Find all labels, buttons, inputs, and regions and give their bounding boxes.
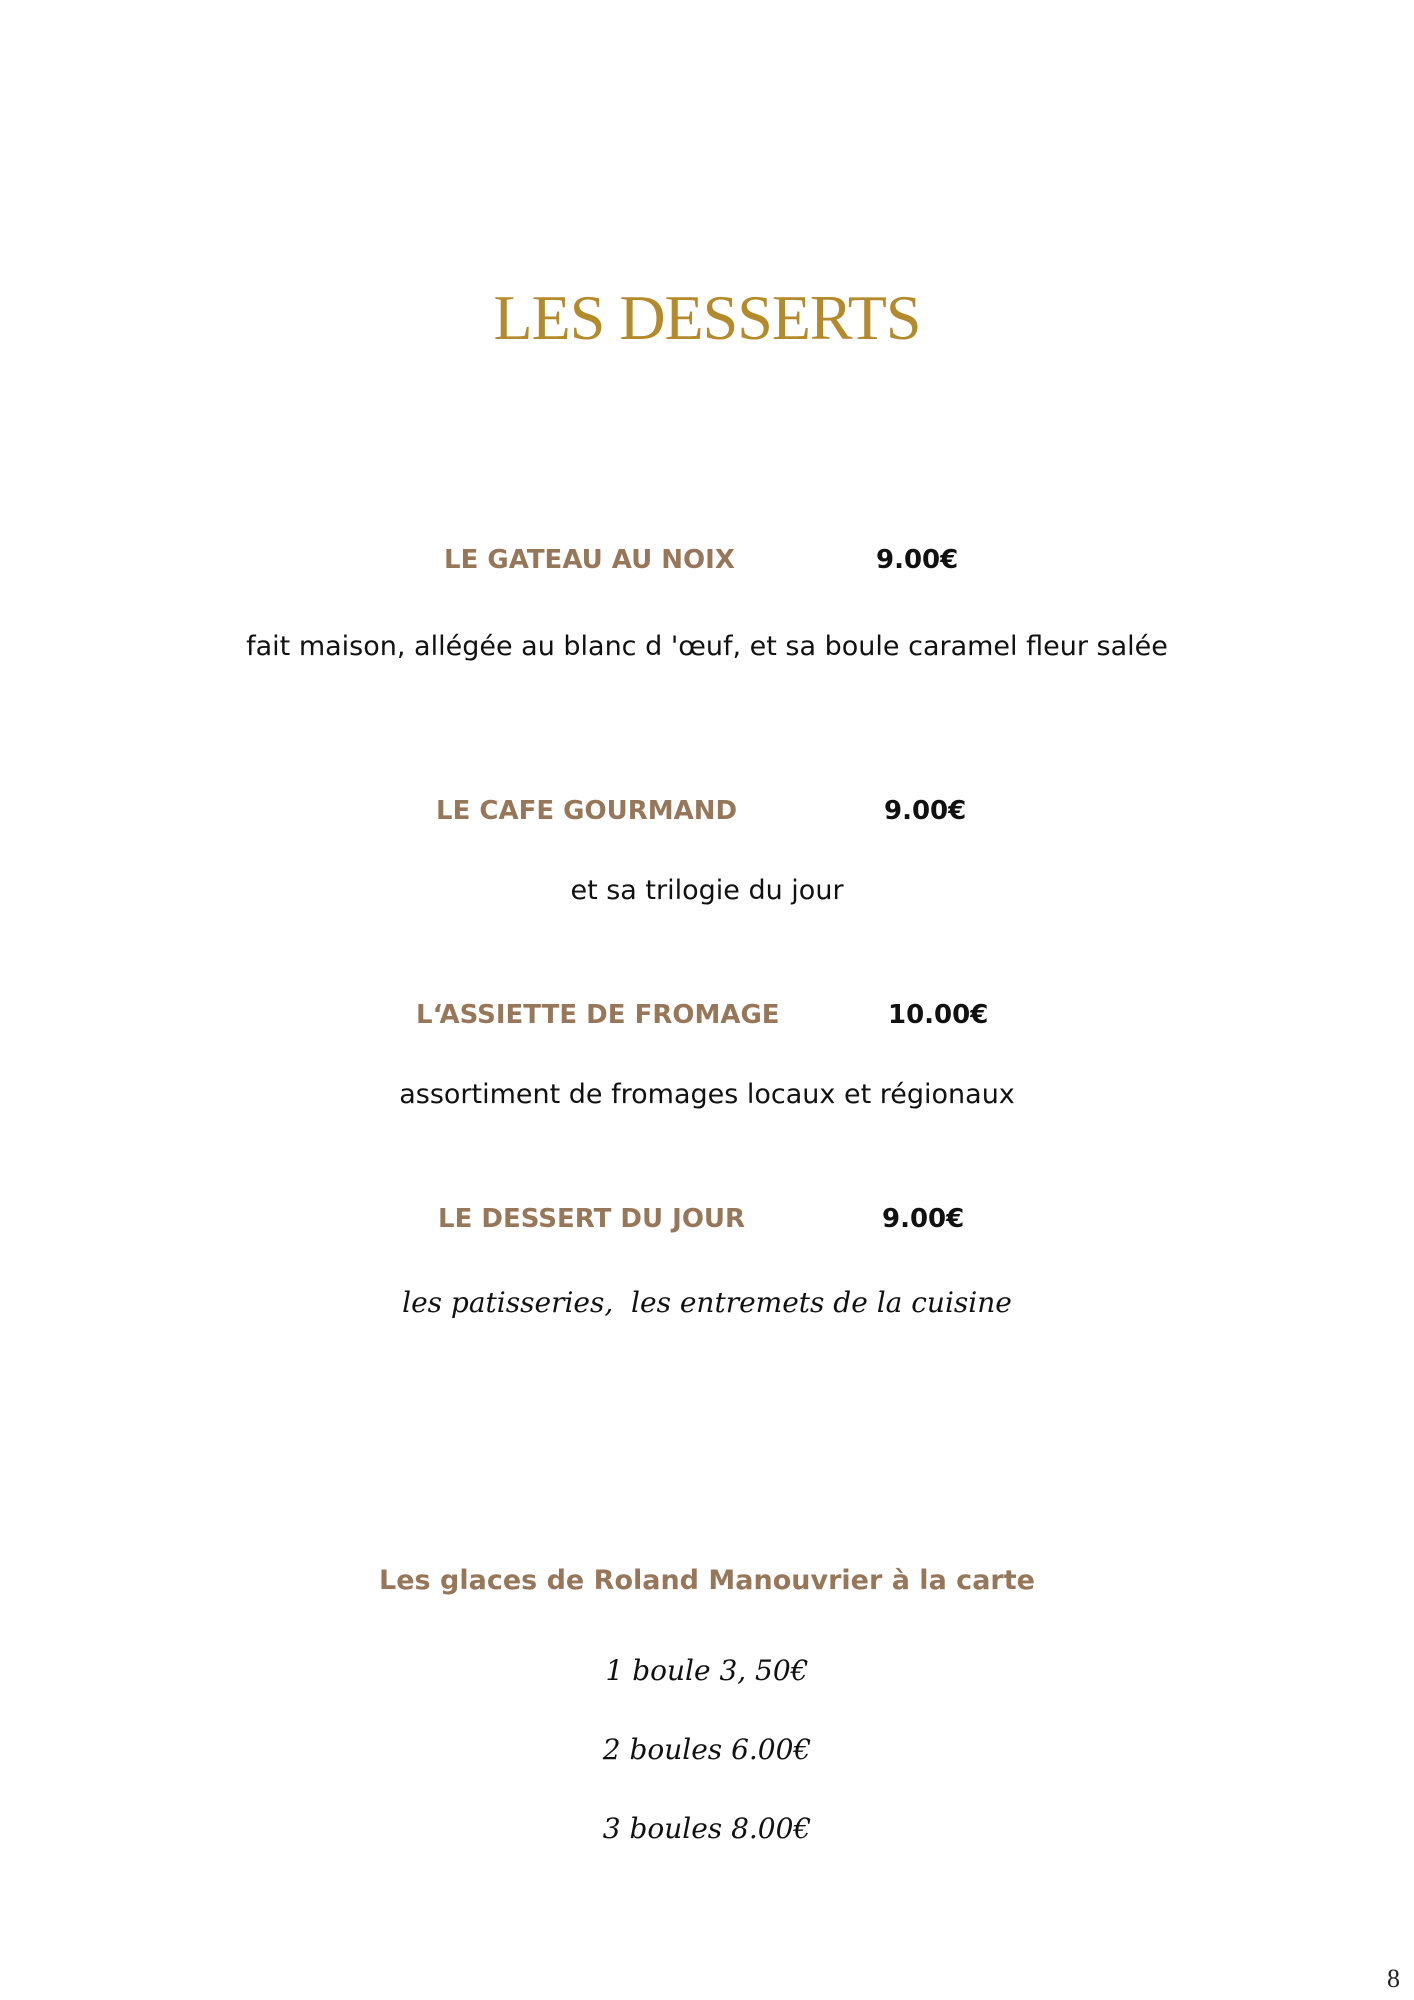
menu-item-name: LE DESSERT DU JOUR — [438, 1204, 746, 1234]
page-title: LES DESSERTS — [493, 282, 921, 353]
glace-option: 1 boule 3, 50€ — [605, 1654, 809, 1687]
menu-item-price: 9.00€ — [882, 1204, 965, 1234]
page-number: 8 — [1387, 1964, 1400, 1993]
menu-item-description: fait maison, allégée au blanc d 'œuf, et sa boule caramel fleur salée — [246, 631, 1168, 662]
menu-item-description: les patisseries, les entremets de la cuisine — [402, 1286, 1012, 1319]
menu-item-price: 9.00€ — [884, 796, 967, 826]
menu-item-price: 9.00€ — [876, 545, 959, 575]
menu-item-description: et sa trilogie du jour — [570, 875, 844, 906]
menu-item-name: L‘ASSIETTE DE FROMAGE — [416, 1000, 780, 1030]
menu-item-name: LE CAFE GOURMAND — [436, 796, 738, 826]
glace-option: 3 boules 8.00€ — [602, 1812, 812, 1845]
glace-option: 2 boules 6.00€ — [602, 1733, 812, 1766]
menu-item-description: assortiment de fromages locaux et régionaux — [399, 1079, 1015, 1110]
menu-item-name: LE GATEAU AU NOIX — [444, 545, 735, 575]
menu-item-price: 10.00€ — [888, 1000, 989, 1030]
glaces-title: Les glaces de Roland Manouvrier à la carte — [379, 1565, 1035, 1596]
